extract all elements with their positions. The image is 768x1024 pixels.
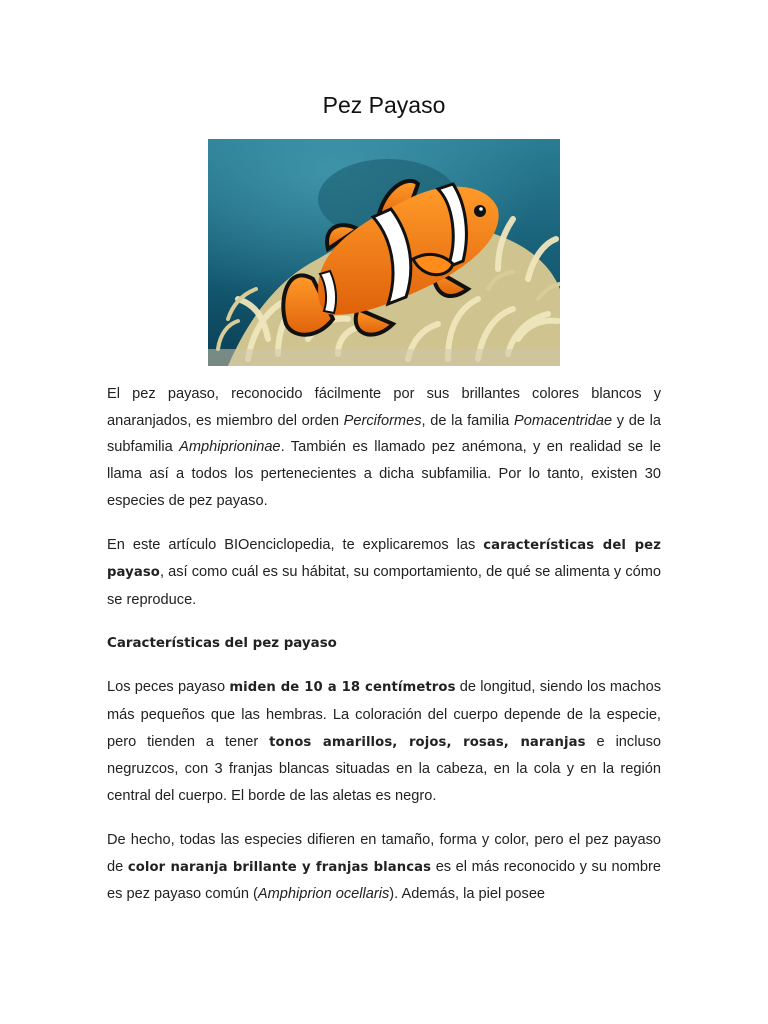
text: , de la familia — [421, 412, 514, 429]
text: El pez payaso, reconocido fácilmente por sus brillantes colores blancos y anaranjados, es miembro del orden — [107, 386, 661, 429]
bold-term: características del pez payaso — [107, 537, 661, 581]
italic-term: Perciformes — [343, 412, 422, 429]
article-body — [107, 381, 661, 925]
italic-term: Amphiprioninae — [179, 439, 281, 456]
bold-term: tonos amarillos, rojos, rosas, naranjas — [269, 734, 586, 750]
bold-term: color naranja brillante y franjas blancas — [127, 859, 432, 875]
page-title: Pez Payaso — [322, 92, 446, 118]
text: y de la subfamilia — [107, 412, 661, 456]
paragraph-article-overview — [107, 532, 661, 614]
bold-term: miden de 10 a 18 centímetros — [229, 680, 456, 696]
paragraph-size-color — [107, 674, 661, 810]
text: , así como cuál es su hábitat, su comportamiento, de qué se alimenta y cómo se reproduce. — [107, 564, 661, 608]
section-heading: Características del pez payaso — [107, 635, 337, 651]
italic-term: Amphiprion ocellaris — [257, 886, 390, 903]
text: de longitud, siendo los machos más pequeños que las hembras. La coloración del cuerpo depende de la especie, pero tienden a tener — [107, 679, 661, 750]
clownfish-photo — [208, 139, 560, 366]
text: es el más reconocido y su nombre es pez payaso común ( — [107, 858, 662, 903]
italic-term: Pomacentridae — [513, 412, 613, 429]
text: e incluso negruzcos, con 3 franjas blancas situadas en la cabeza, en la cola y en la región central del cuerpo. El borde de las aletas es negro. — [107, 733, 661, 805]
paragraph-species — [107, 827, 661, 908]
text: En este artículo BIOenciclopedia, te explicaremos las — [107, 536, 484, 553]
text: ). Además, la piel posee — [389, 886, 546, 903]
text: De hecho, todas las especies difieren en tamaño, forma y color, pero el pez payaso de — [107, 831, 661, 875]
text: . También es llamado pez anémona, y en realidad se le llama así a todos los pertenecientes a dicha subfamilia. Por lo tanto, existen 30 especies de pez payaso. — [107, 439, 661, 509]
paragraph-intro — [107, 381, 661, 515]
text: Los peces payaso — [107, 679, 230, 696]
